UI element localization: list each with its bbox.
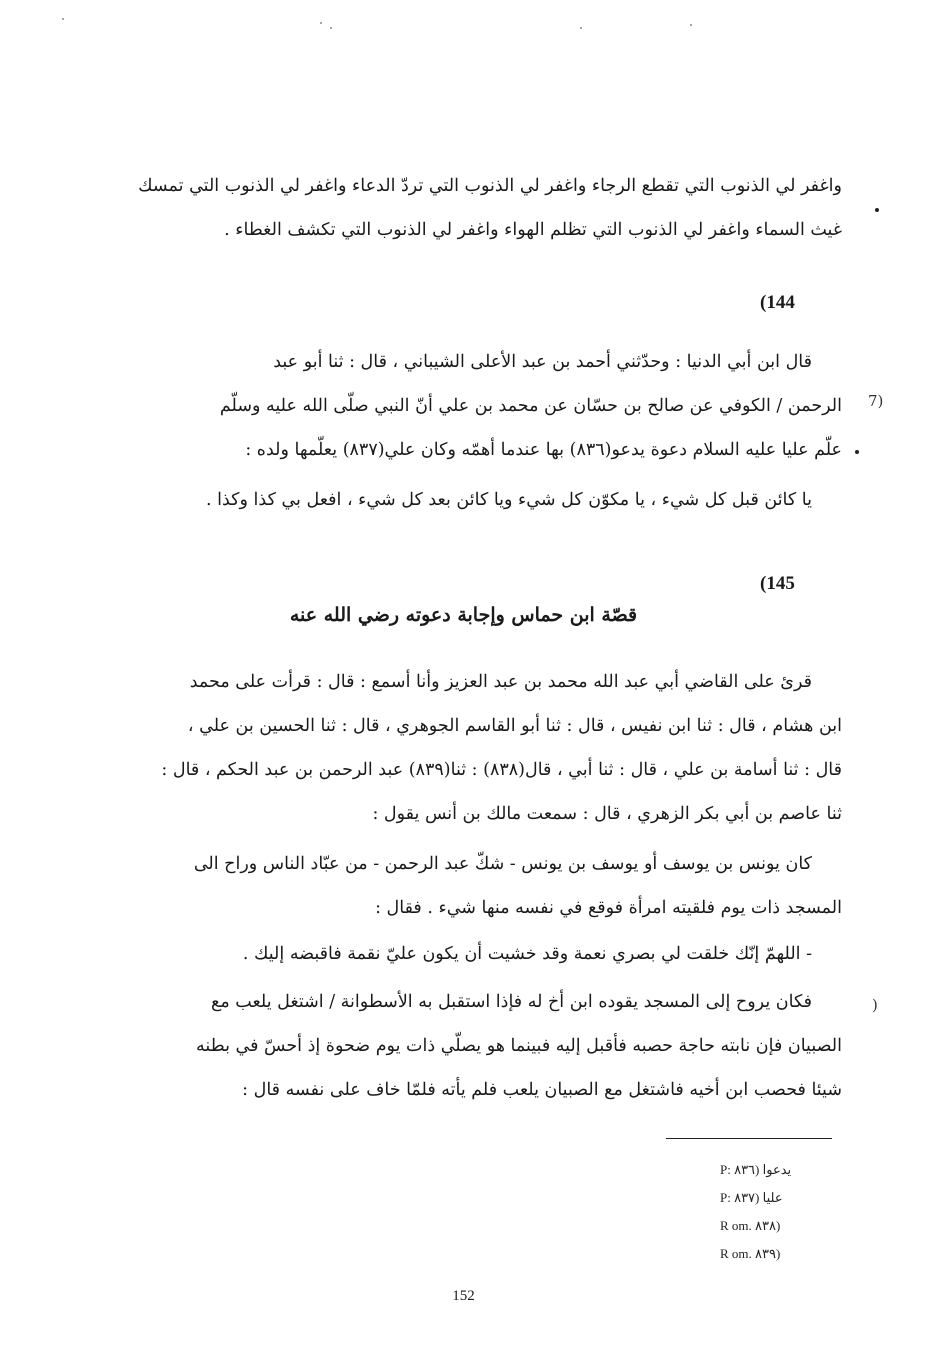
scan-speck — [62, 18, 64, 20]
footnote-text: P: يدعوا — [720, 1162, 792, 1177]
text-line: قال : ثنا أسامة بن علي ، قال : ثنا أبي ، قال(٨٣٨) : ثنا(٨٣٩) عبد الرحمن بن عبد الحكم ، قال : — [161, 760, 842, 780]
text-line: شيئا فحصب ابن أخيه فاشتغل مع الصبيان يلعب فلم يأته فلمّا خاف على نفسه قال : — [242, 1080, 842, 1100]
footnote-text: P: عليا — [720, 1190, 783, 1205]
margin-dot — [855, 450, 859, 454]
text-line: المسجد ذات يوم فلقيته امرأة فوقع في نفسه منها شيء . فقال : — [375, 898, 842, 918]
footnote-836 — [720, 1162, 791, 1178]
section-title: قصّة ابن حماس وإجابة دعوته رضي الله عنه — [289, 604, 638, 626]
text-line: فكان يروح إلى المسجد يقوده ابن أخ له فإذا استقبل به الأسطوانة / اشتغل يلعب مع — [211, 992, 812, 1012]
margin-folio-mark: 7) — [868, 392, 884, 410]
scan-speck — [330, 27, 332, 29]
section-145-paragraph-4 — [72, 980, 842, 1112]
footnote-number: (٨٣٦ — [734, 1162, 760, 1177]
text-line: الصبيان فإن نابته حاجة حصبه فأقبل إليه فبينما هو يصلّي ذات يوم ضحوة إذ أحسّ في بطنه — [196, 1036, 842, 1056]
section-145-paragraph-2 — [72, 842, 842, 930]
footnote-number: (٨٣٩ — [755, 1246, 781, 1261]
text-line: واغفر لي الذنوب التي تقطع الرجاء واغفر لي الذنوب التي تردّ الدعاء واغفر لي الذنوب التي تمسك — [138, 176, 842, 196]
footnote-text: R om. — [720, 1246, 752, 1261]
page-number: 152 — [452, 1288, 475, 1304]
text-line: ثنا عاصم بن أبي بكر الزهري ، قال : سمعت مالك بن أنس يقول : — [372, 804, 842, 824]
text-line: الرحمن / الكوفي عن صالح بن حسّان عن محمد بن علي أنّ النبي صلّى الله عليه وسلّم — [219, 396, 842, 416]
margin-dot — [875, 208, 879, 212]
text-line: غيث السماء واغفر لي الذنوب التي تظلم الهواء واغفر لي الذنوب التي تكشف الغطاء . — [224, 220, 842, 240]
scan-speck — [580, 27, 582, 29]
text-line: ابن هشام ، قال : ثنا ابن نفيس ، قال : ثنا أبو القاسم الجوهري ، قال : ثنا الحسين بن علي ، — [187, 716, 842, 736]
section-144-paragraph-1 — [72, 340, 842, 472]
text-line: يا كائن قبل كل شيء ، يا مكوّن كل شيء ويا كائن بعد كل شيء ، افعل بي كذا وكذا . — [206, 490, 812, 510]
scan-speck — [690, 24, 692, 26]
continuation-paragraph — [72, 164, 842, 252]
section-144-paragraph-2 — [72, 478, 842, 522]
text-line: قرئ على القاضي أبي عبد الله محمد بن عبد العزيز وأنا أسمع : قال : قرأت على محمد — [189, 672, 812, 692]
footnote-839 — [720, 1246, 780, 1262]
footnote-text: R om. — [720, 1218, 752, 1233]
footnote-number: (٨٣٨ — [755, 1218, 781, 1233]
scan-speck — [320, 22, 322, 24]
footnote-number: (٨٣٧ — [734, 1190, 760, 1205]
section-number-145: (145 — [760, 573, 795, 594]
section-145-paragraph-1 — [72, 660, 842, 836]
section-145-paragraph-3 — [72, 932, 842, 976]
text-line: قال ابن أبي الدنيا : وحدّثني أحمد بن عبد الأعلى الشيباني ، قال : ثنا أبو عبد — [273, 352, 812, 372]
section-number-144: (144 — [760, 292, 795, 313]
footnote-837 — [720, 1190, 783, 1206]
margin-folio-mark: ) — [872, 996, 878, 1014]
text-line: كان يونس بن يوسف أو يوسف بن يونس - شكّ عبد الرحمن - من عبّاد الناس وراح الى — [193, 854, 812, 874]
text-line: - اللهمّ إنّك خلقت لي بصري نعمة وقد خشيت أن يكون عليّ نقمة فاقبضه إليك . — [242, 944, 812, 964]
footnote-838 — [720, 1218, 780, 1234]
footnote-separator — [666, 1138, 832, 1139]
text-line: علّم عليا عليه السلام دعوة يدعو(٨٣٦) بها عندما أهمّه وكان علي(٨٣٧) يعلّمها ولده : — [245, 440, 842, 460]
